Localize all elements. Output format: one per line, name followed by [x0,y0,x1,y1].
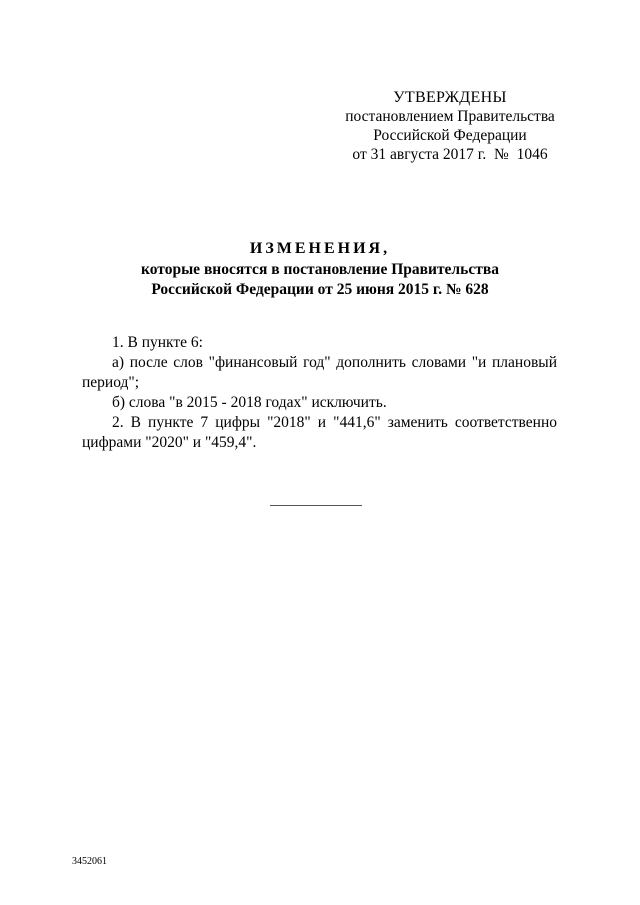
approval-number: 1046 [516,146,548,163]
approval-heading: УТВЕРЖДЕНЫ [393,89,507,106]
document-title [80,239,560,300]
paragraph-4: 2. В пункте 7 цифры "2018" и "441,6" заменить соответственно цифрами "2020" и "459,4". [82,414,557,451]
approval-block [300,88,600,164]
approval-line-1: постановлением Правительства [345,108,555,125]
document-body [82,333,557,453]
title-main: ИЗМЕНЕНИЯ, [249,240,391,257]
title-line-2: Российской Федерации от 25 июня 2015 г. № 628 [151,281,489,298]
paragraph-2: а) после слов "финансовый год" дополнить словами "и плановый период"; [82,354,557,391]
approval-line-2: Российской Федерации [373,127,527,144]
paragraph-1: 1. В пункте 6: [112,334,203,351]
approval-date-line [300,145,600,164]
document-code: 3452061 [72,856,107,867]
approval-number-sign: № [494,146,509,163]
title-line-1: которые вносятся в постановление Правительства [141,261,499,278]
approval-date: от 31 августа 2017 г. [352,146,487,163]
paragraph-3: б) слова "в 2015 - 2018 годах" исключить. [112,394,387,411]
end-divider [270,505,362,506]
